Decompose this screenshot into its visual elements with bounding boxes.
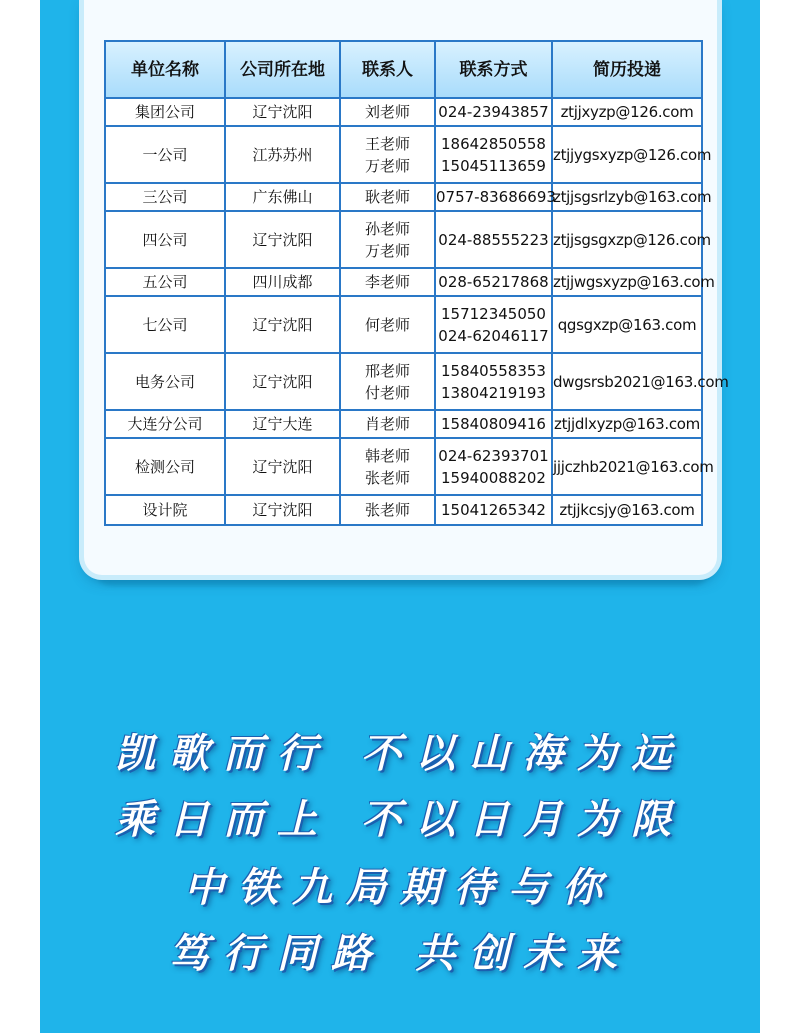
slogan-phrase: 不以日月为限 bbox=[361, 796, 685, 843]
slogan-line bbox=[40, 788, 760, 845]
header-location: 公司所在地 bbox=[225, 41, 340, 98]
table-row bbox=[105, 211, 702, 268]
unit-name-cell: 三公司 bbox=[105, 183, 225, 211]
contact-person-name: 王老师 bbox=[364, 134, 410, 153]
unit-name-cell: 五公司 bbox=[105, 268, 225, 296]
phone-number: 024-23943857 bbox=[438, 103, 549, 121]
location-cell: 广东佛山 bbox=[225, 183, 340, 211]
contact-person-cell bbox=[340, 495, 435, 525]
table-row bbox=[105, 98, 702, 126]
resume-email-cell: ztjjsgsgxzp@126.com bbox=[552, 211, 702, 268]
phone-number: 15840809416 bbox=[441, 415, 546, 433]
contact-person-cell bbox=[340, 126, 435, 183]
location-cell: 辽宁沈阳 bbox=[225, 495, 340, 525]
contact-person-name: 韩老师 bbox=[364, 446, 410, 465]
phone-cell bbox=[435, 296, 552, 353]
contact-person-name: 何老师 bbox=[364, 315, 410, 334]
contact-person-name: 付老师 bbox=[364, 383, 410, 402]
contact-person-cell bbox=[340, 410, 435, 438]
contact-person-name: 万老师 bbox=[364, 156, 410, 175]
phone-number: 0757-83686693 bbox=[436, 188, 556, 206]
table-row bbox=[105, 296, 702, 353]
contact-person-name: 万老师 bbox=[364, 241, 410, 260]
unit-name-cell: 七公司 bbox=[105, 296, 225, 353]
phone-cell bbox=[435, 183, 556, 211]
resume-email-cell: jjjczhb2021@163.com bbox=[552, 438, 702, 495]
table-row bbox=[105, 410, 702, 438]
header-contact-person: 联系人 bbox=[340, 41, 435, 98]
table-body bbox=[105, 98, 729, 525]
unit-name-cell: 一公司 bbox=[105, 126, 225, 183]
resume-email-cell: ztjjkcsjy@163.com bbox=[552, 495, 702, 525]
table-row bbox=[105, 268, 702, 296]
unit-name-cell: 四公司 bbox=[105, 211, 225, 268]
phone-cell bbox=[435, 211, 552, 268]
location-cell: 江苏苏州 bbox=[225, 126, 340, 183]
phone-number: 028-65217868 bbox=[438, 273, 549, 291]
resume-email-cell: qgsgxzp@163.com bbox=[552, 296, 702, 353]
slogan-line bbox=[40, 722, 760, 779]
slogan-line bbox=[40, 856, 760, 913]
slogan-phrase: 笃行同路 bbox=[169, 930, 385, 977]
resume-email-cell: ztjjwgsxyzp@163.com bbox=[552, 268, 702, 296]
poster-background bbox=[40, 0, 760, 1033]
contact-person-cell bbox=[340, 183, 435, 211]
slogan-phrase: 共创未来 bbox=[415, 930, 631, 977]
slogan-line bbox=[40, 922, 760, 979]
table-row bbox=[105, 126, 702, 183]
phone-number: 15940088202 bbox=[441, 468, 546, 487]
location-cell: 辽宁沈阳 bbox=[225, 438, 340, 495]
contact-person-name: 耿老师 bbox=[364, 188, 410, 206]
location-cell: 辽宁沈阳 bbox=[225, 353, 340, 410]
slogan-phrase: 乘日而上 bbox=[115, 796, 331, 843]
unit-name-cell: 集团公司 bbox=[105, 98, 225, 126]
contact-person-name: 邢老师 bbox=[364, 361, 410, 380]
contact-card bbox=[84, 0, 729, 575]
resume-email-cell: dwgsrsb2021@163.com bbox=[552, 353, 702, 410]
table-row bbox=[105, 353, 702, 410]
contact-person-name: 孙老师 bbox=[364, 219, 410, 238]
phone-number: 15712345050 bbox=[441, 304, 546, 323]
phone-number: 024-62046117 bbox=[438, 326, 549, 345]
phone-cell bbox=[435, 268, 552, 296]
unit-name-cell: 设计院 bbox=[105, 495, 225, 525]
contact-table bbox=[104, 40, 729, 526]
contact-person-cell bbox=[340, 268, 435, 296]
contact-person-cell bbox=[340, 296, 435, 353]
slogan-phrase: 不以山海为远 bbox=[361, 730, 685, 777]
contact-person-name: 李老师 bbox=[364, 273, 410, 291]
header-contact-info: 联系方式 bbox=[435, 41, 552, 98]
location-cell: 辽宁沈阳 bbox=[225, 98, 340, 126]
phone-cell bbox=[435, 410, 552, 438]
contact-person-name: 张老师 bbox=[364, 501, 410, 519]
table-header-row bbox=[105, 41, 702, 98]
phone-cell bbox=[435, 126, 552, 183]
phone-number: 15045113659 bbox=[441, 156, 546, 175]
header-resume-email: 简历投递 bbox=[552, 41, 702, 98]
location-cell: 四川成都 bbox=[225, 268, 340, 296]
contact-person-name: 张老师 bbox=[364, 468, 410, 487]
phone-cell bbox=[435, 495, 552, 525]
table-row bbox=[105, 438, 702, 495]
contact-person-cell bbox=[340, 438, 435, 495]
phone-cell bbox=[435, 438, 552, 495]
phone-number: 18642850558 bbox=[441, 134, 546, 153]
phone-number: 15840558353 bbox=[441, 361, 546, 380]
contact-person-cell bbox=[340, 211, 435, 268]
phone-number: 15041265342 bbox=[441, 501, 546, 519]
phone-cell bbox=[435, 353, 552, 410]
contact-person-cell bbox=[340, 98, 435, 126]
table-row bbox=[105, 495, 702, 525]
location-cell: 辽宁沈阳 bbox=[225, 211, 340, 268]
table-row bbox=[105, 183, 702, 211]
resume-email-cell: ztjjdlxyzp@163.com bbox=[552, 410, 702, 438]
slogan-phrase: 凯歌而行 bbox=[115, 730, 331, 777]
resume-email-cell: ztjjxyzp@126.com bbox=[552, 98, 702, 126]
contact-person-name: 肖老师 bbox=[364, 415, 410, 433]
phone-number: 13804219193 bbox=[441, 383, 546, 402]
contact-person-name: 刘老师 bbox=[364, 103, 410, 121]
phone-number: 024-62393701 bbox=[438, 446, 549, 465]
slogan-phrase: 中铁九局期待与你 bbox=[184, 864, 616, 911]
phone-cell bbox=[435, 98, 552, 126]
location-cell: 辽宁沈阳 bbox=[225, 296, 340, 353]
resume-email-cell: ztjjsgsrlzyb@163.com bbox=[552, 183, 702, 211]
header-unit: 单位名称 bbox=[105, 41, 225, 98]
unit-name-cell: 检测公司 bbox=[105, 438, 225, 495]
phone-number: 024-88555223 bbox=[438, 230, 549, 249]
unit-name-cell: 大连分公司 bbox=[105, 410, 225, 438]
unit-name-cell: 电务公司 bbox=[105, 353, 225, 410]
contact-person-cell bbox=[340, 353, 435, 410]
location-cell: 辽宁大连 bbox=[225, 410, 340, 438]
resume-email-cell: ztjjygsxyzp@126.com bbox=[552, 126, 702, 183]
